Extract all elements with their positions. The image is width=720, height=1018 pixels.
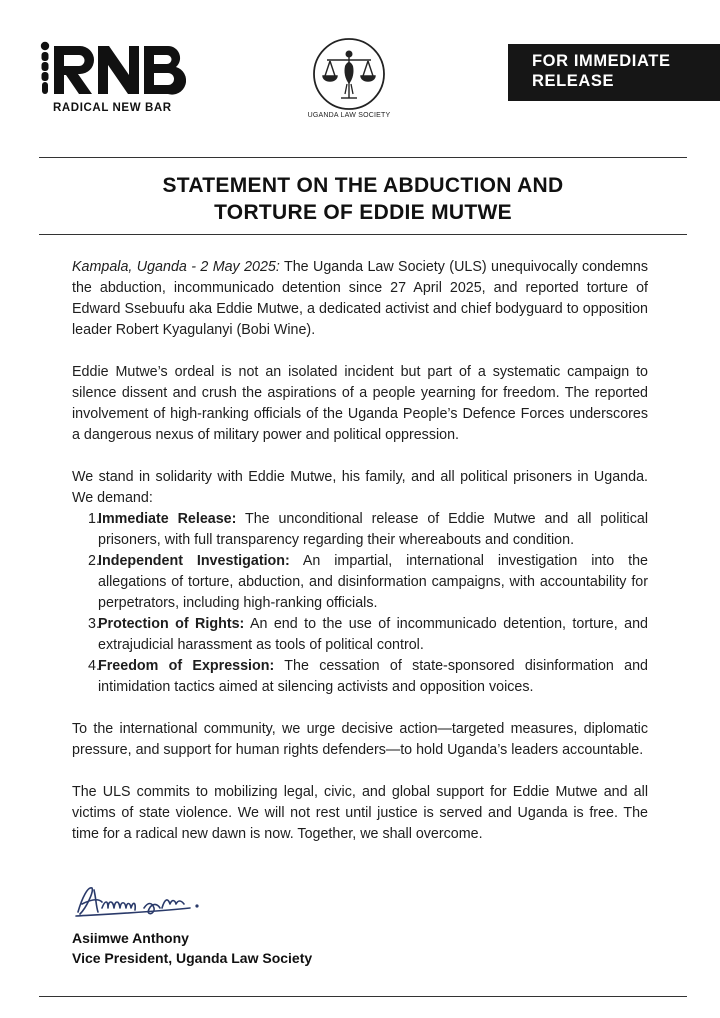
statement-title <box>39 172 687 226</box>
demand-lead: Freedom of Expression: <box>98 658 275 674</box>
demand-text: The unconditional release of Eddie Mutwe and all political prisoners, with full transparency regarding their whereabouts and condition. <box>98 511 648 548</box>
demand-number: 4. <box>88 658 100 674</box>
demand-item <box>72 656 648 698</box>
uls-logo-name: UGANDA LAW SOCIETY <box>307 112 391 119</box>
title-line2: TORTURE OF EDDIE MUTWE <box>214 201 512 224</box>
demand-number: 3. <box>88 616 100 632</box>
uganda-law-society-logo <box>302 36 396 126</box>
signature-block <box>72 878 372 978</box>
commitment-paragraph: The ULS commits to mobilizing legal, civic, and global support for Eddie Mutwe and all victims of state violence. We will not rest until justice is served and Uganda is free. The time for a radical new dawn is now. Together, we shall overcome. <box>72 784 648 842</box>
document-header <box>0 0 720 150</box>
demand-lead: Protection of Rights: <box>98 616 245 632</box>
statement-body <box>72 257 648 845</box>
signer-title: Vice President, Uganda Law Society <box>72 950 313 966</box>
demand-item <box>72 551 648 614</box>
demand-number: 1. <box>88 511 100 527</box>
context-paragraph: Eddie Mutwe’s ordeal is not an isolated incident but part of a systematic campaign to silence dissent and crush the aspirations of a people yearning for freedom. The reported involvement of high-ranking officials of the Uganda People’s Defence Forces underscores a dangerous nexus of military power and political oppression. <box>72 364 648 443</box>
for-immediate-release-badge <box>508 44 720 101</box>
demand-item <box>72 614 648 656</box>
signer-name: Asiimwe Anthony <box>72 930 189 946</box>
international-paragraph: To the international community, we urge decisive action—targeted measures, diplomatic pressure, and support for human rights defenders—to hold Uganda’s leaders accountable. <box>72 721 648 758</box>
demand-item <box>72 509 648 551</box>
demand-text: The cessation of state-sponsored disinformation and intimidation tactics aimed at silencing activists and opposition voices. <box>98 658 648 695</box>
scales-of-justice-crane-icon <box>311 36 387 112</box>
rnb-tagline: RADICAL NEW BAR <box>53 102 172 114</box>
opening-paragraph <box>72 257 648 341</box>
bottom-divider <box>39 996 687 997</box>
demand-text: An end to the use of incommunicado detention, torture, and extrajudicial harassment as tools of political control. <box>98 616 648 653</box>
title-divider <box>39 234 687 235</box>
solidarity-paragraph: We stand in solidarity with Eddie Mutwe, his family, and all political prisoners in Uganda. We demand: <box>72 469 648 506</box>
rnb-logo-icon <box>36 40 186 96</box>
demands-list <box>72 509 648 698</box>
radical-new-bar-logo <box>36 40 196 120</box>
demand-text: An impartial, international investigation into the allegations of torture, abduction, and disinformation campaigns, with accountability for perpetrators, including high-ranking officials. <box>98 553 648 611</box>
dateline: Kampala, Uganda - 2 May 2025: <box>72 259 280 275</box>
demand-lead: Immediate Release: <box>98 511 237 527</box>
top-divider <box>39 157 687 158</box>
demand-number: 2. <box>88 553 100 569</box>
opening-paragraph-text: The Uganda Law Society (ULS) unequivocally condemns the abduction, incommunicado detention since 27 April 2025, and reported torture of Edward Ssebuufu aka Eddie Mutwe, a dedicated activist and chief bodyguard to opposition leader Robert Kyagulanyi (Bobi Wine). <box>72 259 648 338</box>
release-badge-line1: FOR IMMEDIATE <box>532 52 671 70</box>
title-line1: STATEMENT ON THE ABDUCTION AND <box>162 174 564 197</box>
handwritten-signature <box>72 878 212 926</box>
release-badge-line2: RELEASE <box>532 72 615 90</box>
demand-lead: Independent Investigation: <box>98 553 290 569</box>
